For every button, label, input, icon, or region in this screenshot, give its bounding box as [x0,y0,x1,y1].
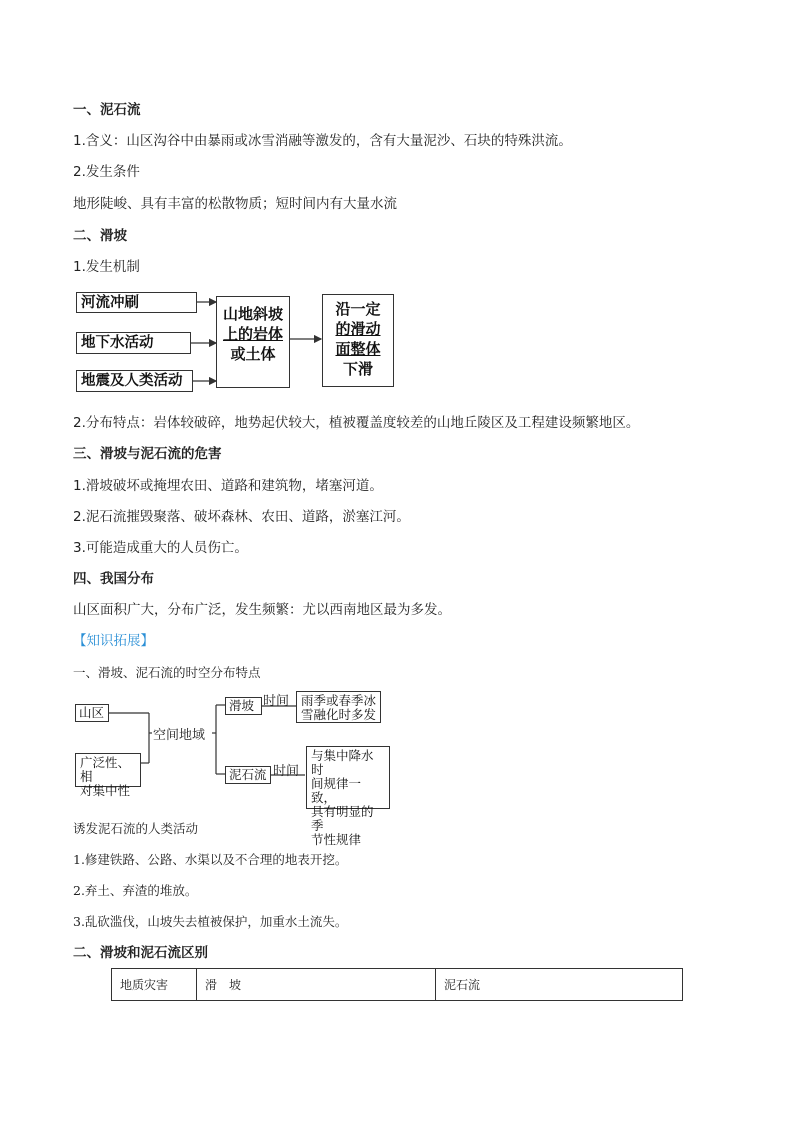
hazard-item-2: 2.泥石流摧毁聚落、破坏森林、农田、道路，淤塞江河。 [73,509,410,525]
wide-concentrated-box [75,753,141,798]
result-line-1: 沿一定 [335,300,381,318]
mountain-area-box: 山区 [75,704,109,722]
debris-flow-box: 泥石流 [225,766,271,784]
middle-line-3: 或土体 [230,345,276,363]
mechanism-title: 1.发生机制 [73,259,140,275]
debris-time-label: 时间 [273,764,300,779]
ls-time-line-1: 雨季或春季冰 [301,693,377,708]
heading-china-distribution: 四、我国分布 [73,571,154,587]
debris-time-box [306,746,390,847]
condition-text: 地形陡峻、具有丰富的松散物质；短时间内有大量水流 [73,196,397,212]
hazard-item-3: 3.可能造成重大的人员伤亡。 [73,540,248,556]
landslide-box: 滑坡 [225,697,262,715]
table-row [112,969,683,1001]
df-time-line-2: 间规律一致， [311,776,362,805]
middle-line-2: 上的岩体 [222,325,283,343]
knowledge-expansion-label: 【知识拓展】 [73,633,154,649]
cause-groundwater: 地下水活动 [76,332,191,354]
space-region-label: 空间地域 [153,728,206,743]
china-distribution-text: 山区面积广大，分布广泛，发生频繁：尤以西南地区最为多发。 [73,602,451,618]
table-header-landslide: 滑 坡 [197,969,436,1001]
cause-river-erosion: 河流冲刷 [76,292,197,313]
df-time-line-1: 与集中降水时 [311,748,374,777]
middle-line-1: 山地斜坡 [222,305,283,323]
cause-earthquake-human: 地震及人类活动 [76,370,193,392]
human-activity-title: 诱发泥石流的人类活动 [73,821,199,836]
definition-text: 1.含义：山区沟谷中由暴雨或冰雪消融等激发的，含有大量泥沙、石块的特殊洪流。 [73,133,572,149]
condition-title: 2.发生条件 [73,164,140,180]
human-activity-item-1: 1.修建铁路、公路、水渠以及不合理的地表开挖。 [73,852,348,867]
human-activity-item-3: 3.乱砍滥伐，山坡失去植被保护，加重水土流失。 [73,914,348,929]
wide-line-2: 对集中性 [80,783,131,798]
df-time-line-3: 具有明显的季 [311,804,374,833]
df-time-line-4: 节性规律 [311,832,362,847]
human-activity-item-2: 2.弃土、弃渣的堆放。 [73,883,198,898]
result-line-2: 的滑动 [335,320,381,338]
difference-subtitle: 二、滑坡和泥石流区别 [73,945,208,961]
landslide-time-label: 时间 [263,694,290,709]
landslide-time-box [296,691,381,723]
heading-landslide: 二、滑坡 [73,228,127,244]
result-line-3: 面整体 [335,340,381,358]
ls-time-line-2: 雪融化时多发 [301,707,377,722]
distribution-text: 2.分布特点：岩体较破碎，地势起伏较大，植被覆盖度较差的山地丘陵区及工程建设频繁地区。 [73,415,640,431]
result-line-4: 下滑 [342,360,373,378]
hazard-item-1: 1.滑坡破坏或掩埋农田、道路和建筑物，堵塞河道。 [73,478,383,494]
comparison-table [111,968,683,1001]
heading-debris-flow: 一、泥石流 [73,102,141,118]
wide-line-1: 广泛性、相 [80,755,131,784]
table-header-debris: 泥石流 [436,969,683,1001]
spatiotemporal-subtitle: 一、滑坡、泥石流的时空分布特点 [73,665,261,680]
heading-hazards: 三、滑坡与泥石流的危害 [73,446,222,462]
table-header-hazard: 地质灾害 [112,969,197,1001]
